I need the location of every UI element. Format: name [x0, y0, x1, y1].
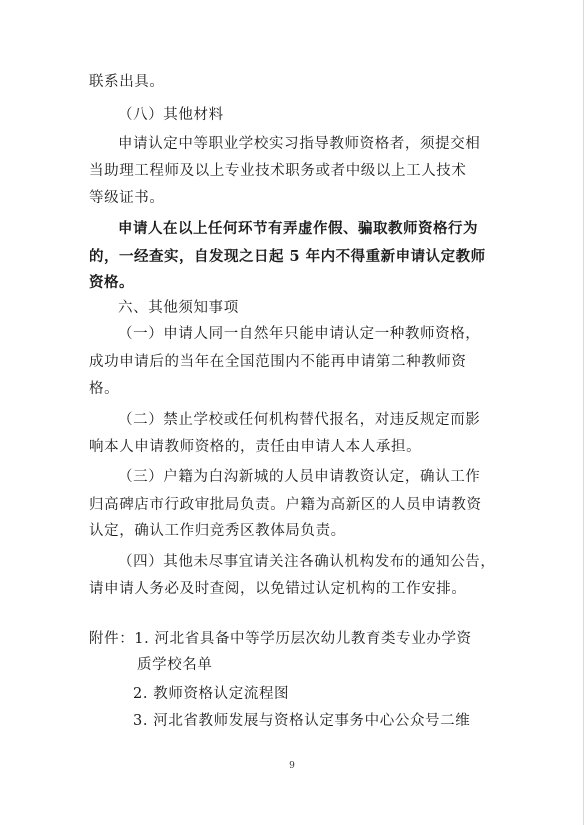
attachment-line: 附件：1. 河北省具备中等学历层次幼儿教育类专业办学资 — [89, 631, 472, 647]
text-line: 申请认定中等职业学校实习指导教师资格者，须提交相 — [118, 136, 481, 152]
text-line: 认定，确认工作归竞秀区教体局负责。 — [89, 523, 346, 539]
text-line: 响本人申请教师资格的，责任由申请人本人承担。 — [89, 439, 422, 455]
text-line: （二）禁止学校或任何机构替代报名，对违反规定而影 — [118, 412, 481, 428]
bold-notice-line: 申请人在以上任何环节有弄虚作假、骗取教师资格行为 — [118, 220, 478, 237]
section-heading: 六、其他须知事项 — [118, 300, 239, 316]
text-line: 请申请人务必及时查阅，以免错过认定机构的工作安排。 — [89, 581, 467, 597]
text-line: 成功申请后的当年在全国范围内不能再申请第二种教师资 — [89, 354, 467, 370]
text-line: 格。 — [89, 381, 120, 397]
section-heading: （八）其他材料 — [118, 107, 224, 123]
bold-notice-line: 资格。 — [89, 274, 134, 291]
bold-notice-line: 的，一经查实，自发现之日起 5 年内不得重新申请认定教师 — [89, 248, 486, 265]
text-line: （一）申请人同一自然年只能申请认定一种教师资格， — [118, 326, 481, 342]
attachment-line: 2. 教师资格认定流程图 — [133, 686, 290, 702]
text-line: 当助理工程师及以上专业技术职务或者中级以上工人技术 — [89, 163, 467, 179]
text-line: （四）其他未尽事宜请关注各确认机构发布的通知公告， — [118, 554, 496, 570]
text-line: 归高碑店市行政审批局负责。户籍为高新区的人员申请教资 — [89, 497, 482, 513]
text-line: 等级证书。 — [89, 190, 165, 206]
page-number: 9 — [289, 761, 295, 771]
text-line: 联系出具。 — [89, 74, 165, 90]
text-line: （三）户籍为白沟新城的人员申请教资认定，确认工作 — [118, 469, 481, 485]
attachment-line: 3. 河北省教师发展与资格认定事务中心公众号二维 — [133, 713, 471, 729]
attachment-line: 质学校名单 — [137, 657, 213, 673]
